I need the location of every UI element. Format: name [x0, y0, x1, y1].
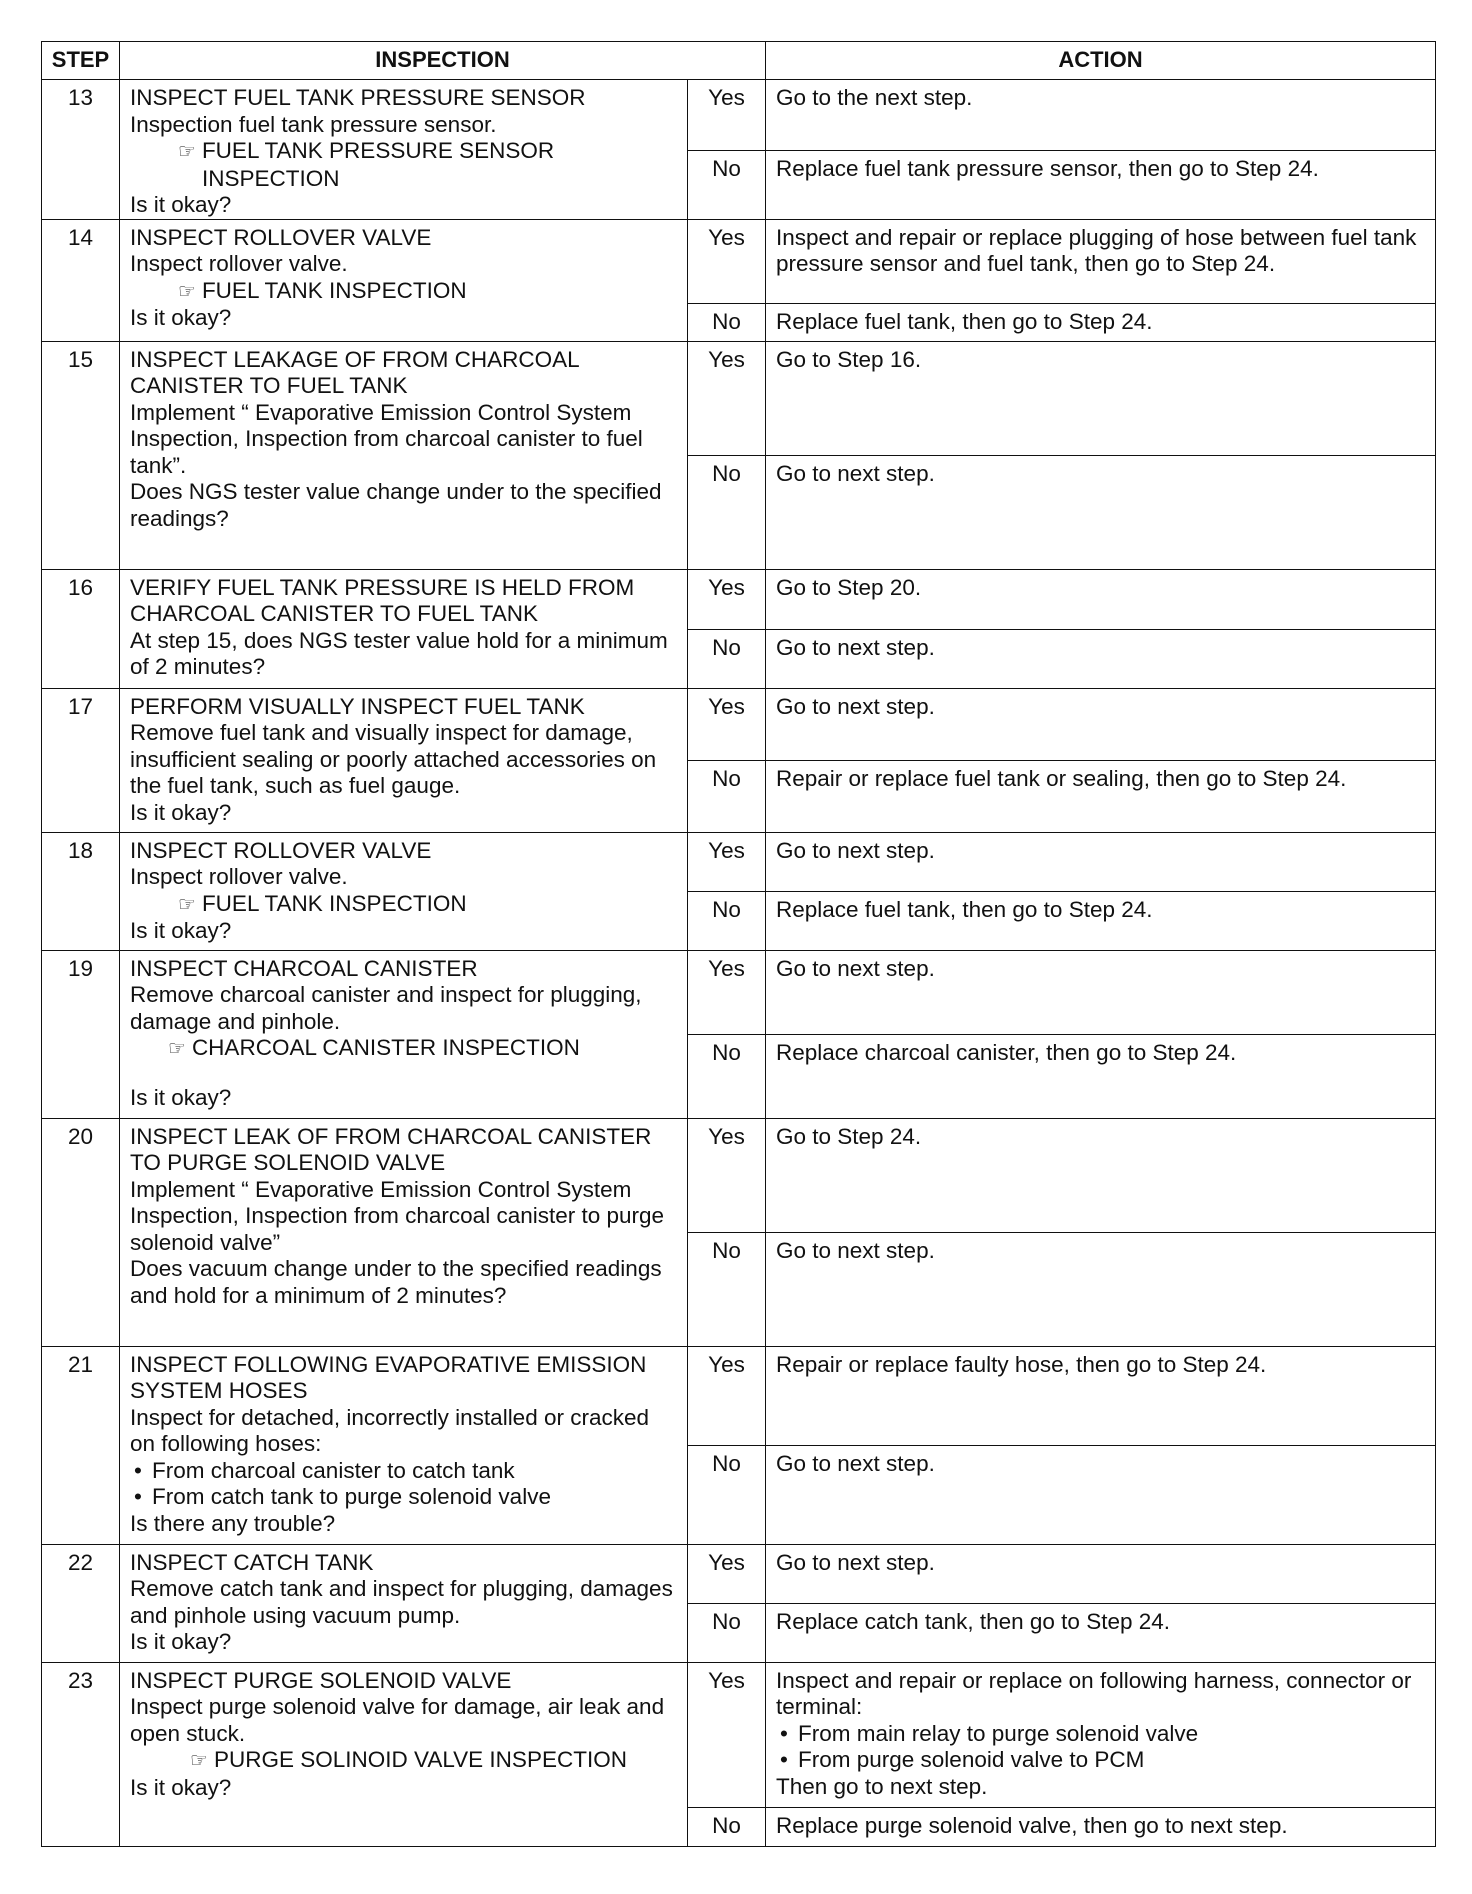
- no-action: Replace charcoal canister, then go to Step 24.: [766, 1034, 1436, 1118]
- no-label: No: [688, 629, 766, 688]
- table-row: [42, 1662, 1436, 1807]
- no-label: No: [688, 891, 766, 950]
- manual-reference: ☞ FUEL TANK PRESSURE SENSOR: [130, 138, 677, 166]
- no-action: Replace purge solenoid valve, then go to next step.: [766, 1807, 1436, 1846]
- inspection-title: INSPECT ROLLOVER VALVE: [130, 224, 432, 250]
- yes-label: Yes: [688, 1346, 766, 1445]
- inspection-cell: INSPECT FUEL TANK PRESSURE SENSOR Inspection fuel tank pressure sensor. ☞ FUEL TANK PRESSURE SENSOR INSPECTION Is it okay?: [120, 80, 688, 220]
- step-number: 13: [42, 80, 120, 220]
- no-label: No: [688, 1034, 766, 1118]
- inspection-body: Implement “ Evaporative Emission Control System Inspection, Inspection from charcoal canister to purge solenoid valve”: [130, 1176, 665, 1255]
- table-row: [42, 1544, 1436, 1603]
- no-action: Go to next step.: [766, 1445, 1436, 1544]
- table-row: [42, 688, 1436, 760]
- table-row: [42, 1118, 1436, 1232]
- step-number: 22: [42, 1544, 120, 1662]
- yes-action: Go to Step 24.: [766, 1118, 1436, 1232]
- inspection-body: Inspect for detached, incorrectly installed or cracked on following hoses:: [130, 1404, 650, 1456]
- no-label: No: [688, 150, 766, 219]
- inspection-question: At step 15, does NGS tester value hold for a minimum of 2 minutes?: [130, 627, 668, 679]
- yes-label: Yes: [688, 1118, 766, 1232]
- step-number: 14: [42, 219, 120, 341]
- list-item: • From main relay to purge solenoid valve: [776, 1721, 1425, 1748]
- no-action: Replace catch tank, then go to Step 24.: [766, 1603, 1436, 1662]
- yes-label: Yes: [688, 688, 766, 760]
- yes-label: Yes: [688, 1544, 766, 1603]
- step-number: 16: [42, 569, 120, 688]
- yes-action: Go to Step 16.: [766, 341, 1436, 455]
- yes-label: Yes: [688, 950, 766, 1034]
- inspection-cell: [120, 569, 688, 688]
- manual-reference: ☞ CHARCOAL CANISTER INSPECTION: [130, 1035, 677, 1063]
- diagnostic-table: [41, 41, 1436, 1847]
- yes-action: Go to next step.: [766, 950, 1436, 1034]
- step-number: 19: [42, 950, 120, 1118]
- no-label: No: [688, 1807, 766, 1846]
- header-inspection: INSPECTION: [120, 42, 766, 80]
- reference-pointer-icon: ☞: [178, 141, 196, 163]
- step-number: 17: [42, 688, 120, 832]
- inspection-title: VERIFY FUEL TANK PRESSURE IS HELD FROM CHARCOAL CANISTER TO FUEL TANK: [130, 574, 635, 626]
- reference-pointer-icon: ☞: [178, 280, 196, 303]
- manual-reference: ☞ FUEL TANK INSPECTION: [130, 891, 677, 919]
- inspection-question: Is it okay?: [130, 799, 232, 825]
- inspection-title: INSPECT FOLLOWING EVAPORATIVE EMISSION SYSTEM HOSES: [130, 1351, 647, 1403]
- no-label: No: [688, 303, 766, 341]
- reference-pointer-icon: ☞: [168, 1038, 186, 1060]
- inspection-title: INSPECT FUEL TANK PRESSURE SENSOR: [130, 85, 586, 110]
- table-row: [42, 950, 1436, 1034]
- no-action: Replace fuel tank, then go to Step 24.: [766, 891, 1436, 950]
- yes-action-cell: [766, 1662, 1436, 1807]
- list-item: • From charcoal canister to catch tank: [130, 1458, 677, 1485]
- inspection-title: PERFORM VISUALLY INSPECT FUEL TANK: [130, 693, 585, 719]
- inspection-cell: [120, 1544, 688, 1662]
- inspection-title: INSPECT CHARCOAL CANISTER: [130, 955, 478, 981]
- inspection-cell: [120, 219, 688, 341]
- inspection-body: Implement “ Evaporative Emission Control System Inspection, Inspection from charcoal canister to fuel tank”.: [130, 399, 643, 478]
- yes-action: Go to next step.: [766, 688, 1436, 760]
- step-number: 20: [42, 1118, 120, 1346]
- yes-action: Go to the next step.: [766, 80, 1436, 151]
- reference-pointer-icon: ☞: [190, 1750, 208, 1772]
- inspection-question: Is it okay?: [130, 192, 232, 217]
- yes-label: Yes: [688, 569, 766, 629]
- no-action: Go to next step.: [766, 455, 1436, 569]
- inspection-body: Inspect rollover valve.: [130, 251, 348, 276]
- no-action: Replace fuel tank pressure sensor, then go to Step 24.: [766, 150, 1436, 219]
- inspection-body: Remove charcoal canister and inspect for plugging, damage and pinhole.: [130, 982, 642, 1034]
- reference-pointer-icon: ☞: [178, 893, 196, 916]
- no-label: No: [688, 760, 766, 832]
- list-item: • From catch tank to purge solenoid valve: [130, 1484, 677, 1511]
- manual-reference: ☞ FUEL TANK INSPECTION: [130, 278, 677, 306]
- inspection-title: INSPECT PURGE SOLENOID VALVE: [130, 1667, 512, 1693]
- inspection-question: Does NGS tester value change under to the specified readings?: [130, 479, 662, 531]
- inspection-body: Inspect rollover valve.: [130, 864, 348, 889]
- no-label: No: [688, 1232, 766, 1346]
- yes-action: Go to next step.: [766, 1544, 1436, 1603]
- header-row: [42, 42, 1436, 80]
- step-number: 18: [42, 832, 120, 950]
- inspection-question: Is it okay?: [130, 1629, 232, 1654]
- inspection-question: Is it okay?: [130, 305, 232, 330]
- step-number: 15: [42, 341, 120, 569]
- inspection-cell: [120, 832, 688, 950]
- yes-action: Repair or replace faulty hose, then go to Step 24.: [766, 1346, 1436, 1445]
- inspection-body: Inspection fuel tank pressure sensor.: [130, 111, 497, 137]
- no-action: Go to next step.: [766, 1232, 1436, 1346]
- no-action: Replace fuel tank, then go to Step 24.: [766, 303, 1436, 341]
- inspection-question: Is it okay?: [130, 918, 232, 943]
- inspection-title: INSPECT CATCH TANK: [130, 1549, 374, 1575]
- inspection-body: Remove catch tank and inspect for plugging, damages and pinhole using vacuum pump.: [130, 1576, 673, 1628]
- yes-action: Go to next step.: [766, 832, 1436, 891]
- inspection-title: INSPECT LEAK OF FROM CHARCOAL CANISTER TO PURGE SOLENOID VALVE: [130, 1123, 652, 1175]
- no-label: No: [688, 455, 766, 569]
- inspection-cell: [120, 1662, 688, 1846]
- inspection-question: Is it okay?: [130, 1774, 232, 1800]
- inspection-cell: [120, 1346, 688, 1544]
- yes-action: Inspect and repair or replace plugging of hose between fuel tank pressure sensor and fuel tank, then go to Step 24.: [766, 219, 1436, 303]
- yes-action-tail: Then go to next step.: [776, 1773, 988, 1799]
- header-action: ACTION: [766, 42, 1436, 80]
- header-step: STEP: [42, 42, 120, 80]
- inspection-question: Is it okay?: [130, 1084, 232, 1110]
- step-number: 21: [42, 1346, 120, 1544]
- table-row: [42, 569, 1436, 629]
- no-label: No: [688, 1603, 766, 1662]
- inspection-title: INSPECT LEAKAGE OF FROM CHARCOAL CANISTER TO FUEL TANK: [130, 346, 579, 398]
- table-row: [42, 832, 1436, 891]
- no-action: Go to next step.: [766, 629, 1436, 688]
- inspection-cell: [120, 1118, 688, 1346]
- inspection-body: Remove fuel tank and visually inspect for damage, insufficient sealing or poorly attached accessories on the fuel tank, such as fuel gauge.: [130, 720, 657, 798]
- yes-action: Go to Step 20.: [766, 569, 1436, 629]
- table-row: [42, 80, 1436, 151]
- inspection-question: Is there any trouble?: [130, 1510, 336, 1536]
- yes-label: Yes: [688, 1662, 766, 1807]
- list-item: • From purge solenoid valve to PCM: [776, 1747, 1425, 1774]
- table-row: [42, 219, 1436, 303]
- yes-label: Yes: [688, 219, 766, 303]
- yes-action: Inspect and repair or replace on following harness, connector or terminal:: [776, 1667, 1412, 1719]
- table-row: [42, 1346, 1436, 1445]
- no-label: No: [688, 1445, 766, 1544]
- no-action: Repair or replace fuel tank or sealing, then go to Step 24.: [766, 760, 1436, 832]
- step-number: 23: [42, 1662, 120, 1846]
- yes-label: Yes: [688, 832, 766, 891]
- inspection-cell: [120, 688, 688, 832]
- inspection-cell: [120, 950, 688, 1118]
- inspection-body: Inspect purge solenoid valve for damage, air leak and open stuck.: [130, 1694, 665, 1746]
- yes-label: Yes: [688, 341, 766, 455]
- yes-label: Yes: [688, 80, 766, 151]
- inspection-title: INSPECT ROLLOVER VALVE: [130, 837, 432, 863]
- table-row: [42, 341, 1436, 455]
- inspection-question: Does vacuum change under to the specified readings and hold for a minimum of 2 minutes?: [130, 1256, 662, 1308]
- inspection-cell: [120, 341, 688, 569]
- manual-reference: ☞ PURGE SOLINOID VALVE INSPECTION: [130, 1747, 677, 1775]
